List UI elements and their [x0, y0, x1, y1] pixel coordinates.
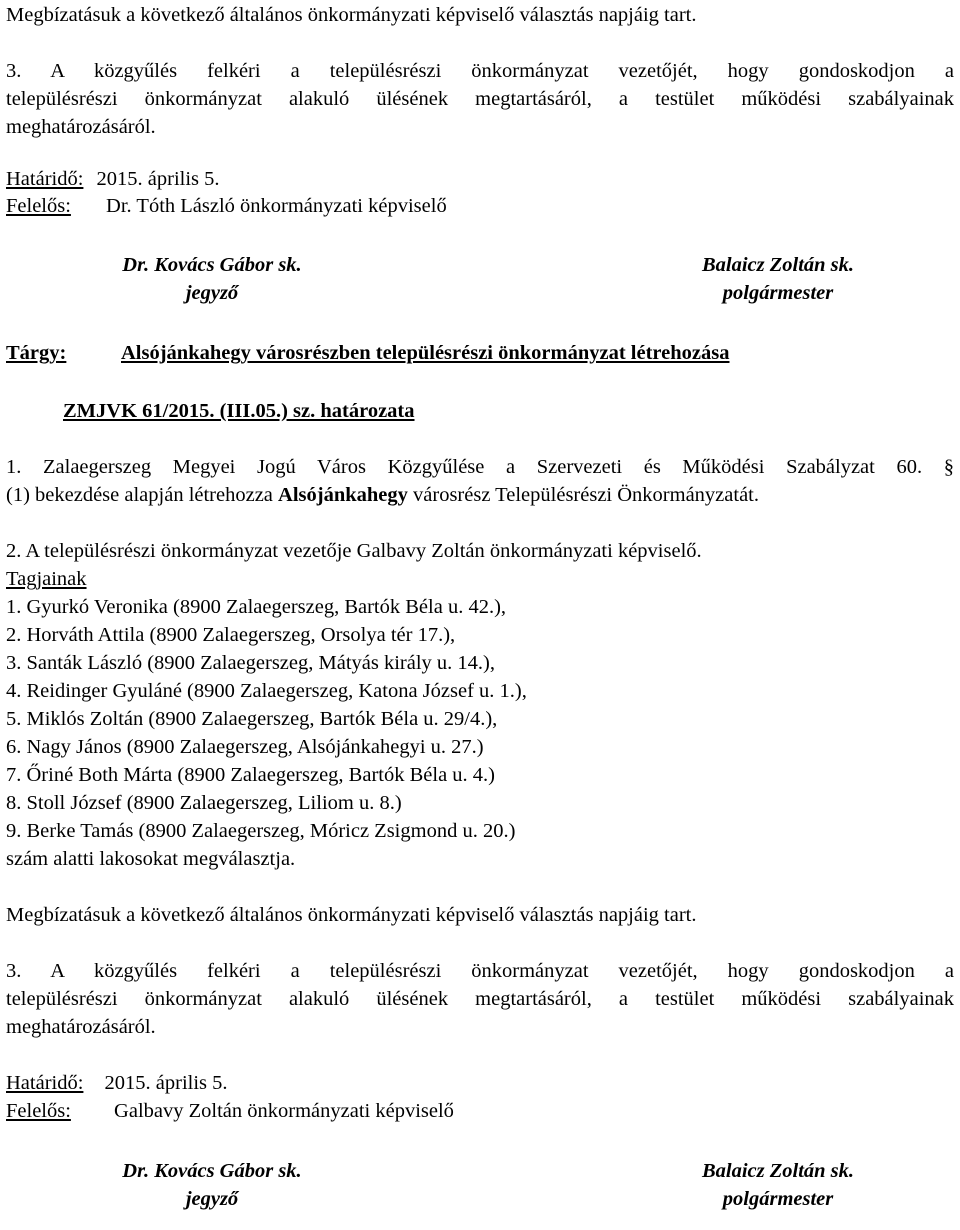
- resolution-item3-line3: meghatározásáról.: [6, 1016, 156, 1038]
- item3-line2: településrészi önkormányzat alakuló ülésének megtartásáról, a testület működési szabályainak: [6, 88, 954, 110]
- member-item: 7. Őriné Both Márta (8900 Zalaegerszeg, Bartók Béla u. 4.): [6, 764, 495, 786]
- signature-right-name: Balaicz Zoltán sk.: [701, 254, 855, 276]
- member-item: 5. Miklós Zoltán (8900 Zalaegerszeg, Bartók Béla u. 29/4.),: [6, 708, 498, 730]
- subject-text: Alsójánkahegy városrészben településrészi önkormányzat létrehozása: [121, 342, 730, 364]
- signature-right-title: polgármester: [722, 1188, 834, 1210]
- district-name: Alsójánkahegy: [278, 484, 408, 506]
- resolution-deadline-row: [6, 1070, 228, 1096]
- responsible-row: [6, 193, 447, 219]
- resolution-mandate: Megbízatásuk a következő általános önkormányzati képviselő választás napjáig tart.: [6, 904, 697, 926]
- deadline-label: Határidő:: [6, 168, 84, 190]
- resolution-item1-line1: 1. Zalaegerszeg Megyei Jogú Város Közgyűlése a Szervezeti és Működési Szabályzat 60. §: [6, 456, 954, 478]
- signature-right-name: Balaicz Zoltán sk.: [701, 1160, 855, 1182]
- signature-left-title: jegyző: [185, 1188, 239, 1210]
- resolution-item2: 2. A településrészi önkormányzat vezetője Galbavy Zoltán önkormányzati képviselő.: [6, 540, 702, 562]
- members-closing: szám alatti lakosokat megválasztja.: [6, 848, 296, 870]
- member-item: 3. Santák László (8900 Zalaegerszeg, Mátyás király u. 14.),: [6, 652, 495, 674]
- subject-label: Tárgy:: [6, 342, 67, 364]
- resolution-item3-line1: 3. A közgyűlés felkéri a településrészi önkormányzat vezetőjét, hogy gondoskodjon a: [6, 960, 954, 982]
- resolution-deadline-label: Határidő:: [6, 1072, 84, 1094]
- resolution-responsible-label: Felelős:: [6, 1100, 71, 1122]
- deadline-value: 2015. április 5.: [96, 168, 220, 190]
- member-item: 4. Reidinger Gyuláné (8900 Zalaegerszeg, Katona József u. 1.),: [6, 680, 527, 702]
- deadline-row: [6, 166, 220, 192]
- member-item: 8. Stoll József (8900 Zalaegerszeg, Liliom u. 8.): [6, 792, 402, 814]
- item3-line3: meghatározásáról.: [6, 116, 156, 138]
- signature-right-title: polgármester: [722, 282, 834, 304]
- member-item: 1. Gyurkó Veronika (8900 Zalaegerszeg, Bartók Béla u. 42.),: [6, 596, 507, 618]
- resolution-number: ZMJVK 61/2015. (III.05.) sz. határozata: [63, 400, 415, 422]
- member-item: 9. Berke Tamás (8900 Zalaegerszeg, Móricz Zsigmond u. 20.): [6, 820, 516, 842]
- item3-line1: 3. A közgyűlés felkéri a településrészi önkormányzat vezetőjét, hogy gondoskodjon a: [6, 60, 954, 82]
- signature-left-title: jegyző: [185, 282, 239, 304]
- resolution-responsible-row: [6, 1098, 454, 1124]
- resolution-item1-line2: (1) bekezdése alapján létrehozza Alsójánkahegy városrész Településrészi Önkormányzatát.: [6, 484, 759, 506]
- responsible-label: Felelős:: [6, 195, 71, 217]
- member-item: 2. Horváth Attila (8900 Zalaegerszeg, Orsolya tér 17.),: [6, 624, 456, 646]
- resolution-responsible-value: Galbavy Zoltán önkormányzati képviselő: [114, 1100, 454, 1122]
- resolution-deadline-value: 2015. április 5.: [104, 1072, 228, 1094]
- resolution-item3-line2: településrészi önkormányzat alakuló ülésének megtartásáról, a testület működési szabályainak: [6, 988, 954, 1010]
- responsible-value: Dr. Tóth László önkormányzati képviselő: [106, 195, 447, 217]
- mandate-text: Megbízatásuk a következő általános önkormányzati képviselő választás napjáig tart.: [6, 4, 697, 26]
- member-item: 6. Nagy János (8900 Zalaegerszeg, Alsójánkahegyi u. 27.): [6, 736, 484, 758]
- members-label: Tagjainak: [6, 568, 87, 590]
- signature-left-name: Dr. Kovács Gábor sk.: [122, 254, 302, 276]
- signature-left-name: Dr. Kovács Gábor sk.: [122, 1160, 302, 1182]
